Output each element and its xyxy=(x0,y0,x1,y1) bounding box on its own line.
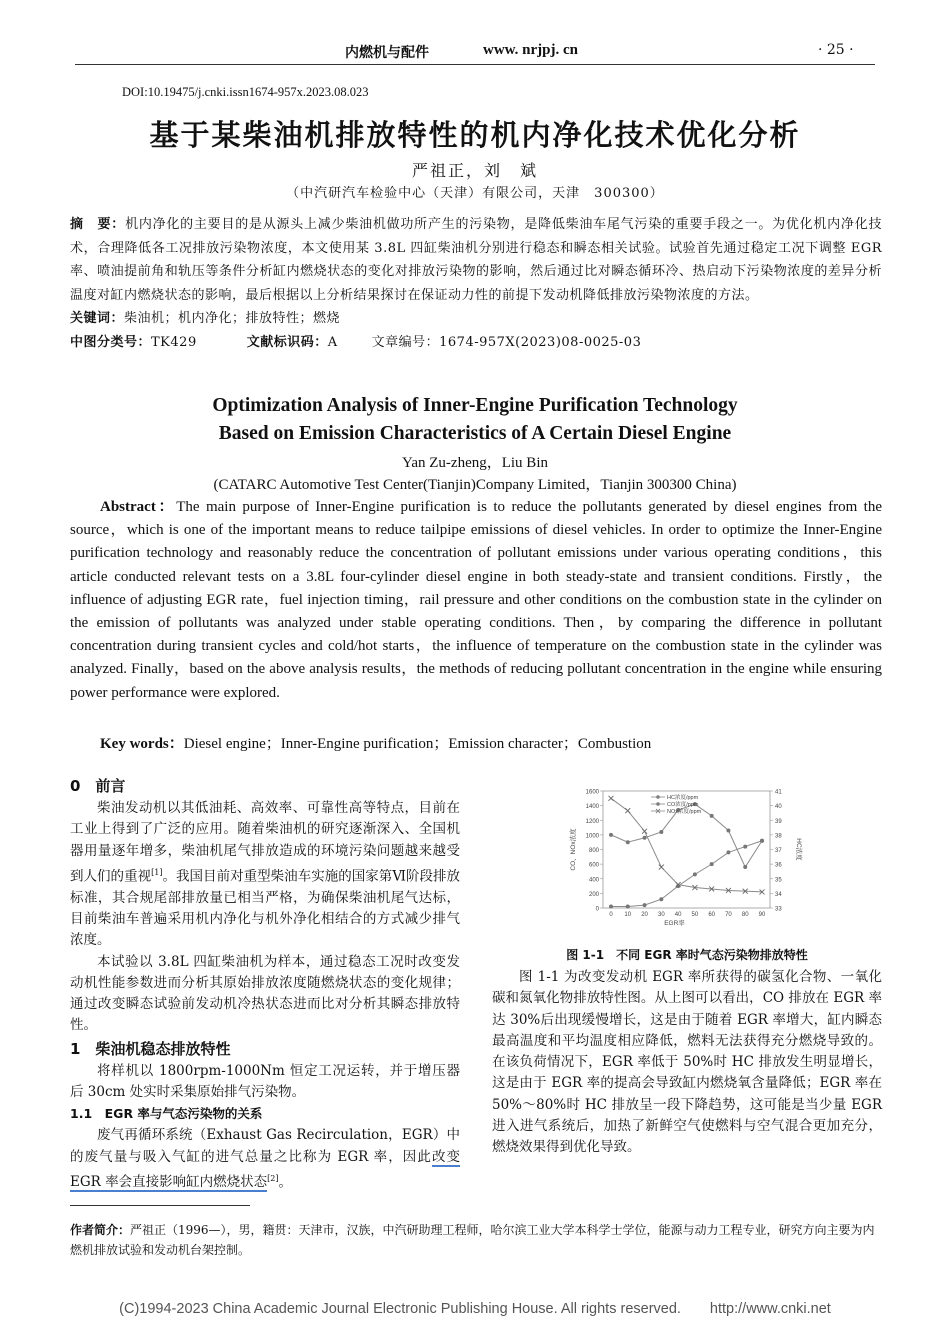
right-tick-label: 41 xyxy=(775,789,782,796)
right-tick-label: 36 xyxy=(775,862,782,869)
section-1-p2-text: 废气再循环系统（Exhaust Gas Recirculation，EGR）中的废气量与吸入气缸的进气总量之比称为 EGR 率，因此 xyxy=(70,1127,460,1165)
section-0-heading: 0 前言 xyxy=(70,777,126,795)
running-header xyxy=(0,40,950,64)
article-number: 文章编号：1674-957X(2023)08-0025-03 xyxy=(371,334,642,350)
english-keywords-label: Key words： xyxy=(100,736,184,752)
series-0-point xyxy=(659,830,663,834)
left-tick-label: 400 xyxy=(588,877,599,884)
x-tick-label: 40 xyxy=(674,912,682,918)
left-tick-label: 1600 xyxy=(585,789,599,796)
figure-discussion: 图 1-1 为改变发动机 EGR 率所获得的碳氢化合物、一氧化碳和氮氧化物排放特性图。从上图可以看出，CO 排放在 EGR 率达 30%后出现缓慢增长，这是由于随着 EGR 率增大，缸内瞬态最高温度和平均温度相应降低，燃料无法获得充分燃烧导致的。在该负荷情况下，EGR 率低于 50%时 HC 排放发生明显增长，这是由于 EGR 率的提高会导致缸内燃烧氧含量降低；EGR 率在 50%～80%时 HC 排放呈一段下降趋势，这可能是当少量 EGR 进入进气系统后，加热了新鲜空气使燃料与空气混合更加充分，燃烧效果得到优化导致。 xyxy=(492,969,882,1156)
series-0-point xyxy=(643,836,647,840)
journal-url[interactable]: www. nrjpj. cn xyxy=(483,42,579,58)
figure-caption: 图 1-1 不同 EGR 率时气态污染物排放特性 xyxy=(566,948,808,962)
series-line-1 xyxy=(611,841,762,907)
series-2-point xyxy=(625,808,630,813)
series-2-point xyxy=(642,829,647,834)
x-tick-label: 50 xyxy=(691,912,699,918)
classification-line xyxy=(70,331,882,355)
keywords: 柴油机；机内净化；排放特性；燃烧 xyxy=(124,311,341,326)
abstract-label: 摘 要： xyxy=(70,217,126,232)
clc-code: TK429 xyxy=(151,334,197,350)
series-1-point xyxy=(760,839,764,843)
section-1-heading: 1 柴油机稳态排放特性 xyxy=(70,1039,231,1058)
english-abstract-text: The main purpose of Inner-Engine purification is to reduce the pollutants generated by diesel engines from the source，which is one of the important means to reduce tailpipe emissions of diesel vehicles. In order to optimize the Inner-Engine purification technology and reasonably reduce the concentration of pollutant emissions under various operating conditions，this article conducted relevant tests on a 3.8L four-cylinder diesel engine in both steady-state and transient conditions. Firstly，the influence of adjusting EGR rate，fuel injection timing，rail pressure and other conditions on the combustion state in the cylinder on the emission of pollutants was analyzed under stable operating conditions. Then，by comparing the difference in pollutant concentration during transient cycles and cold/hot starts，the influence of temperature on the combustion state in the cylinder was analyzed. Finally，based on the above analysis results，the methods of reducing pollutant concentration in the engine while ensuring power performance were explored. xyxy=(70,499,882,701)
right-tick-label: 37 xyxy=(775,848,782,854)
citation-2[interactable]: [2] xyxy=(267,1173,279,1183)
right-tick-label: 40 xyxy=(775,804,782,811)
x-tick-label: 70 xyxy=(725,912,732,918)
right-tick-label: 39 xyxy=(775,818,782,825)
series-0-point xyxy=(726,828,730,832)
abstract-text: 机内净化的主要目的是从源头上减少柴油机做功所产生的污染物，是降低柴油车尾气污染的重要手段之一。为优化机内净化技术，合理降低各工况排放污染物浓度，本文使用某 3.8L 四缸柴油机分别进行稳态和瞬态相关试验。试验首先通过稳定工况下调整 EGR 率、喷油提前角和轨压等条件分析缸内燃烧状态的变化对排放污染物的影响，然后通过比对瞬态循环冷、热启动下污染物浓度的差异分析温度对缸内燃烧状态的影响，最后根据以上分析结果探讨在保证动力性的前提下发动机降低排放污染物浓度的方法。 xyxy=(70,217,882,303)
english-title xyxy=(0,392,950,448)
left-tick-label: 1200 xyxy=(585,818,599,825)
english-title-line-1: Optimization Analysis of Inner-Engine Purification Technology xyxy=(212,395,738,416)
affiliation: （中汽研汽车检验中心（天津）有限公司，天津 300300） xyxy=(286,186,664,201)
series-1-point xyxy=(659,897,663,901)
series-0-point xyxy=(743,865,747,869)
series-1-point xyxy=(710,862,714,866)
series-1-point xyxy=(743,845,747,849)
left-tick-label: 800 xyxy=(588,848,599,854)
legend-entry: CO浓度/ppm xyxy=(667,802,699,808)
english-title-line-2: Based on Emission Characteristics of A Certain Diesel Engine xyxy=(218,423,732,444)
header-rule xyxy=(75,64,875,65)
author-note-text: 严祖正（1996—），男，籍贯：天津市，汉族，中汽研助理工程师，哈尔滨工业大学本科学士学位，能源与动力工程专业，研究方向主要为内燃机排放试验和发动机台架控制。 xyxy=(70,1223,875,1257)
x-tick-label: 60 xyxy=(708,912,716,918)
page-number: · 25 · xyxy=(818,42,854,58)
right-tick-label: 35 xyxy=(775,877,782,884)
section-1-p2-tail: 。 xyxy=(278,1174,292,1191)
series-1-point xyxy=(643,903,647,907)
doi: DOI:10.19475/j.cnki.issn1674-957x.2023.08.023 xyxy=(122,85,369,99)
chinese-abstract-block xyxy=(70,213,882,354)
footnote-rule xyxy=(70,1205,250,1206)
right-column xyxy=(492,967,882,1159)
section-0-p1-tail: 。我国目前对重型柴油车实施的国家第Ⅵ阶段排放标准，其合规尾部排放量已相当严格，为确保柴油机尾气达标，目前柴油车普遍采用机内净化与机外净化相结合的方式减少排气浓度。 xyxy=(70,868,460,949)
english-abstract xyxy=(70,496,882,705)
section-1-paragraph-2 xyxy=(70,1125,460,1193)
series-2-point xyxy=(609,796,614,801)
x-tick-label: 80 xyxy=(741,912,749,918)
right-tick-label: 38 xyxy=(775,833,782,840)
section-0-paragraph-2: 本试验以 3.8L 四缸柴油机为样本，通过稳态工况时改变发动机性能参数进而分析其原始排放浓度随燃烧状态的变化规律；通过改变瞬态试验前发动机冷热状态进而比对分析其瞬态排放特性。 xyxy=(70,953,460,1034)
authors: 严祖正，刘 斌 xyxy=(411,161,538,180)
doc-code: A xyxy=(327,334,338,350)
x-tick-label: 10 xyxy=(624,912,632,918)
left-column xyxy=(70,774,460,1194)
author-note xyxy=(70,1220,882,1260)
left-tick-label: 1400 xyxy=(585,804,599,811)
x-tick-label: 0 xyxy=(609,912,613,918)
series-2-point xyxy=(659,865,664,870)
x-tick-label: 90 xyxy=(758,912,766,918)
clc-label: 中图分类号： xyxy=(70,334,152,350)
x-tick-label: 20 xyxy=(641,912,648,918)
author-note-label: 作者简介： xyxy=(70,1223,131,1237)
left-tick-label: 0 xyxy=(595,906,599,913)
left-tick-label: 1000 xyxy=(585,833,599,840)
y-axis-right-label: HC浓度 xyxy=(795,838,802,861)
legend-entry: NOx浓度/ppm xyxy=(667,809,702,815)
subsection-1-1-heading: 1.1 EGR 率与气态污染物的关系 xyxy=(70,1106,263,1122)
keywords-line xyxy=(70,307,882,331)
english-affiliation: (CATARC Automotive Test Center(Tianjin)Company Limited，Tianjin 300300 China) xyxy=(213,477,737,493)
copyright-notice: (C)1994-2023 China Academic Journal Electronic Publishing House. All rights reserved. http://www.cnki.net xyxy=(119,1301,831,1317)
highlighted-text: 改变 EGR 率会直接影响缸内燃烧状态 xyxy=(70,1148,461,1191)
english-keywords-line xyxy=(100,732,651,753)
series-1-point xyxy=(626,905,630,909)
series-1-point xyxy=(726,850,730,854)
left-tick-label: 600 xyxy=(588,862,599,869)
x-axis-label: EGR率 xyxy=(664,920,685,927)
series-0-point xyxy=(626,840,630,844)
doc-code-label: 文献标识码： xyxy=(246,334,328,350)
right-tick-label: 34 xyxy=(775,891,782,898)
right-tick-label: 33 xyxy=(775,906,782,913)
citation-1[interactable]: [1] xyxy=(151,867,163,877)
left-tick-label: 200 xyxy=(588,891,599,898)
section-0-paragraph-1 xyxy=(70,798,460,952)
x-tick-label: 30 xyxy=(657,912,665,918)
section-1-paragraph-1: 将样机以 1800rpm-1000Nm 恒定工况运转，并于增压器后 30cm 处实时采集原始排气污染物。 xyxy=(70,1062,460,1101)
section-0-p1-text: 柴油发动机以其低油耗、高效率、可靠性高等特点，目前在工业上得到了广泛的应用。随着柴油机的研究逐渐深入、全国机器用量逐年增多，柴油机尾气排放造成的环境污染问题越来越受到人们的重视 xyxy=(70,800,460,885)
chinese-abstract xyxy=(70,213,882,307)
legend-entry: HC浓度/ppm xyxy=(667,795,699,801)
series-1-point xyxy=(693,872,697,876)
y-axis-left-label: CO、NOx浓度 xyxy=(570,828,577,871)
english-abstract-label: Abstract： xyxy=(100,499,177,515)
series-0-point xyxy=(609,833,613,837)
english-authors: Yan Zu-zheng，Liu Bin xyxy=(402,455,548,471)
keywords-label: 关键词： xyxy=(70,311,125,326)
english-keywords: Diesel engine；Inner-Engine purification；Emission character；Combustion xyxy=(183,736,652,752)
emission-chart xyxy=(565,783,805,933)
series-1-point xyxy=(609,905,613,909)
series-0-point xyxy=(710,814,714,818)
journal-name: 内燃机与配件 xyxy=(345,45,429,61)
paper-title: 基于某柴油机排放特性的机内净化技术优化分析 xyxy=(149,118,801,152)
